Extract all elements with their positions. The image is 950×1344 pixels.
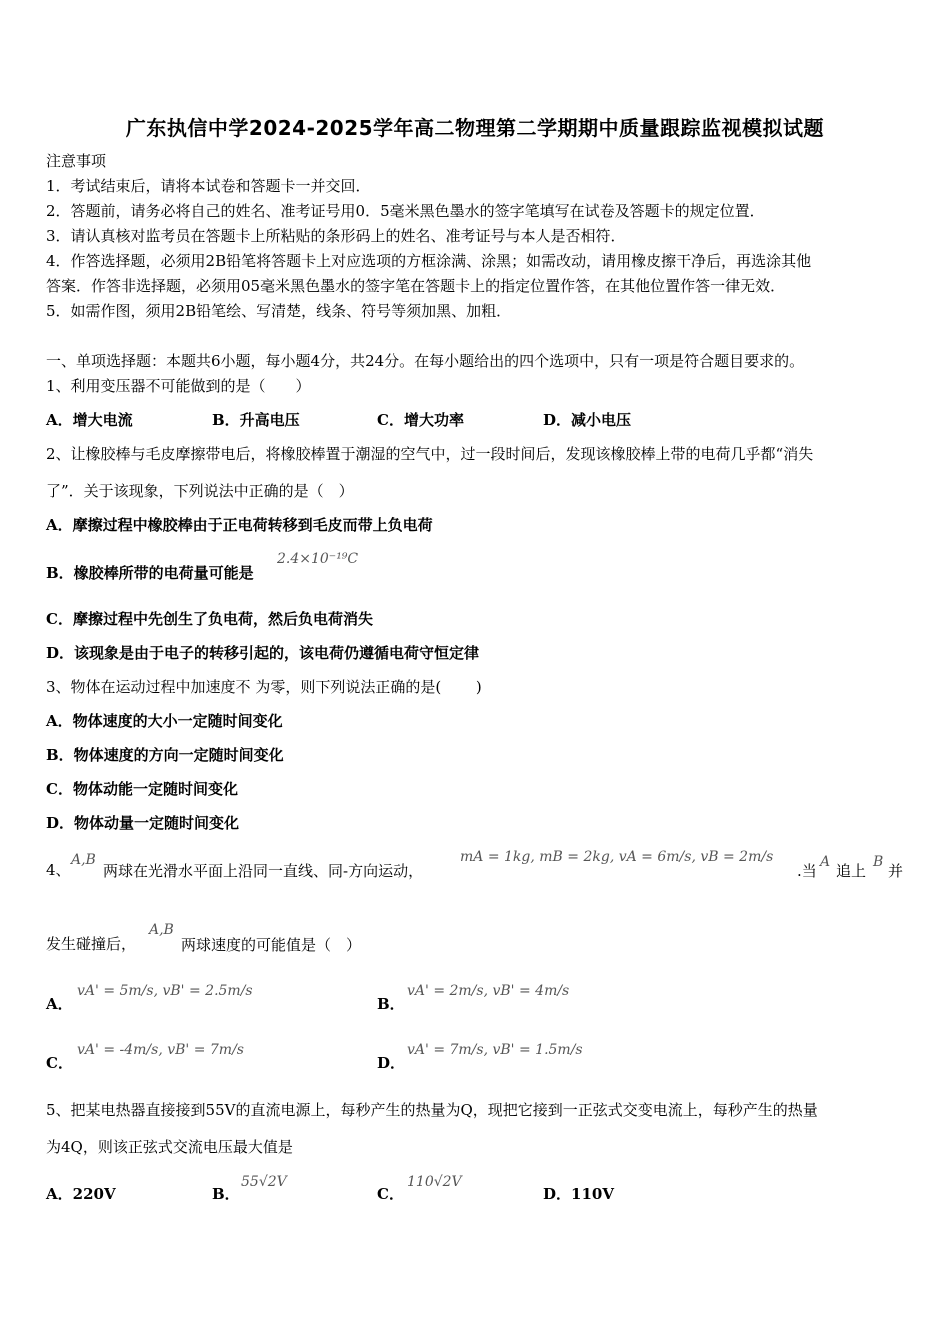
question-2-stem-cont: 了”．关于该现象，下列说法中正确的是（ ） <box>46 482 354 500</box>
q5-option-c-math: 110√2V <box>407 1174 462 1190</box>
q4-option-d-label: D． <box>377 1054 406 1072</box>
section-heading: 一、单项选择题：本题共6小题，每小题4分，共24分。在每小题给出的四个选项中，只有一项是符合题目要求的。 <box>46 352 805 370</box>
q5-option-b-label: B． <box>212 1185 240 1203</box>
question-5-stem-cont: 为4Q，则该正弦式交流电压最大值是 <box>46 1138 293 1156</box>
q4-stem2-part-b: 两球速度的可能值是（ ） <box>181 936 362 954</box>
q4-option-c-math: vA' = -4m/s, vB' = 7m/s <box>77 1042 244 1058</box>
q4-ab-symbol-2: A,B <box>149 922 174 938</box>
question-5-stem: 5、把某电热器直接接到55V的直流电源上，每秒产生的热量为Q，现把它接到一正弦式交变电流上，每秒产生的热量 <box>46 1101 818 1119</box>
q4-option-c-label: C． <box>46 1054 73 1072</box>
q1-option-c: C．增大功率 <box>377 411 464 429</box>
q4-option-a-label: A． <box>46 995 73 1013</box>
notice-item: 5．如需作图，须用2B铅笔绘、写清楚，线条、符号等须加黑、加粗． <box>46 302 512 320</box>
page-title: 广东执信中学2024-2025学年高二物理第二学期期中质量跟踪监视模拟试题 <box>125 116 825 140</box>
q5-option-a: A．220V <box>46 1185 116 1203</box>
q4-symbol-b: B <box>873 854 884 870</box>
notice-heading: 注意事项 <box>46 152 107 170</box>
q4-conditions-math: mA = 1kg, mB = 2kg, vA = 6m/s, vB = 2m/s <box>460 849 774 865</box>
q4-stem-part-d: 并 <box>888 862 904 880</box>
q4-stem2-part-a: 发生碰撞后， <box>46 935 137 953</box>
q2-option-a: A．摩擦过程中橡胶棒由于正电荷转移到毛皮而带上负电荷 <box>46 516 433 534</box>
q1-option-b: B．升高电压 <box>212 411 300 429</box>
q5-option-b-math: 55√2V <box>241 1174 287 1190</box>
question-3-stem: 3、物体在运动过程中加速度不 为零，则下列说法正确的是( ) <box>46 678 482 696</box>
notice-item: 3．请认真核对监考员在答题卡上所粘贴的条形码上的姓名、准考证号与本人是否相符． <box>46 227 626 245</box>
q4-symbol-a: A <box>820 854 831 870</box>
q3-option-c: C．物体动能一定随时间变化 <box>46 780 238 798</box>
question-4-number: 4、 <box>46 861 71 879</box>
q4-option-a-math: vA' = 5m/s, vB' = 2.5m/s <box>77 983 253 999</box>
q4-option-b-label: B． <box>377 995 405 1013</box>
question-1-stem: 1、利用变压器不可能做到的是（ ） <box>46 377 311 395</box>
q5-option-c-label: C． <box>377 1185 404 1203</box>
q2-option-b-math: 2.4×10⁻¹⁹C <box>277 551 359 567</box>
q3-option-d: D．物体动量一定随时间变化 <box>46 814 240 832</box>
q2-option-c: C．摩擦过程中先创生了负电荷，然后负电荷消失 <box>46 610 373 628</box>
notice-item: 4．作答选择题，必须用2B铅笔将答题卡上对应选项的方框涂满、涂黑；如需改动，请用橡皮擦干净后，再选涂其他 <box>46 252 812 270</box>
notice-item: 1．考试结束后，请将本试卷和答题卡一并交回． <box>46 177 371 195</box>
q4-stem-part-c: 追上 <box>836 862 867 880</box>
notice-item: 2．答题前，请务必将自己的姓名、准考证号用0．5毫米黑色墨水的签字笔填写在试卷及答题卡的规定位置． <box>46 202 765 220</box>
q1-option-a: A．增大电流 <box>46 411 133 429</box>
q4-option-b-math: vA' = 2m/s, vB' = 4m/s <box>407 983 570 999</box>
notice-item: 答案．作答非选择题，必须用05毫米黑色墨水的签字笔在答题卡上的指定位置作答，在其他位置作答一律无效． <box>46 277 786 295</box>
q4-ab-symbol: A,B <box>71 852 96 868</box>
q4-stem-part-a: 两球在光滑水平面上沿同一直线、同-方向运动， <box>103 862 424 880</box>
q4-stem-part-b: .当 <box>797 862 817 880</box>
q3-option-a: A．物体速度的大小一定随时间变化 <box>46 712 283 730</box>
q4-option-d-math: vA' = 7m/s, vB' = 1.5m/s <box>407 1042 583 1058</box>
q2-option-d: D．该现象是由于电子的转移引起的，该电荷仍遵循电荷守恒定律 <box>46 644 480 662</box>
question-2-stem: 2、让橡胶棒与毛皮摩擦带电后，将橡胶棒置于潮湿的空气中，过一段时间后，发现该橡胶棒上带的电荷几乎都“消失 <box>46 445 814 463</box>
q3-option-b: B．物体速度的方向一定随时间变化 <box>46 746 284 764</box>
q2-option-b: B．橡胶棒所带的电荷量可能是 <box>46 564 254 582</box>
q1-option-d: D．减小电压 <box>543 411 632 429</box>
q5-option-d: D．110V <box>543 1185 614 1203</box>
